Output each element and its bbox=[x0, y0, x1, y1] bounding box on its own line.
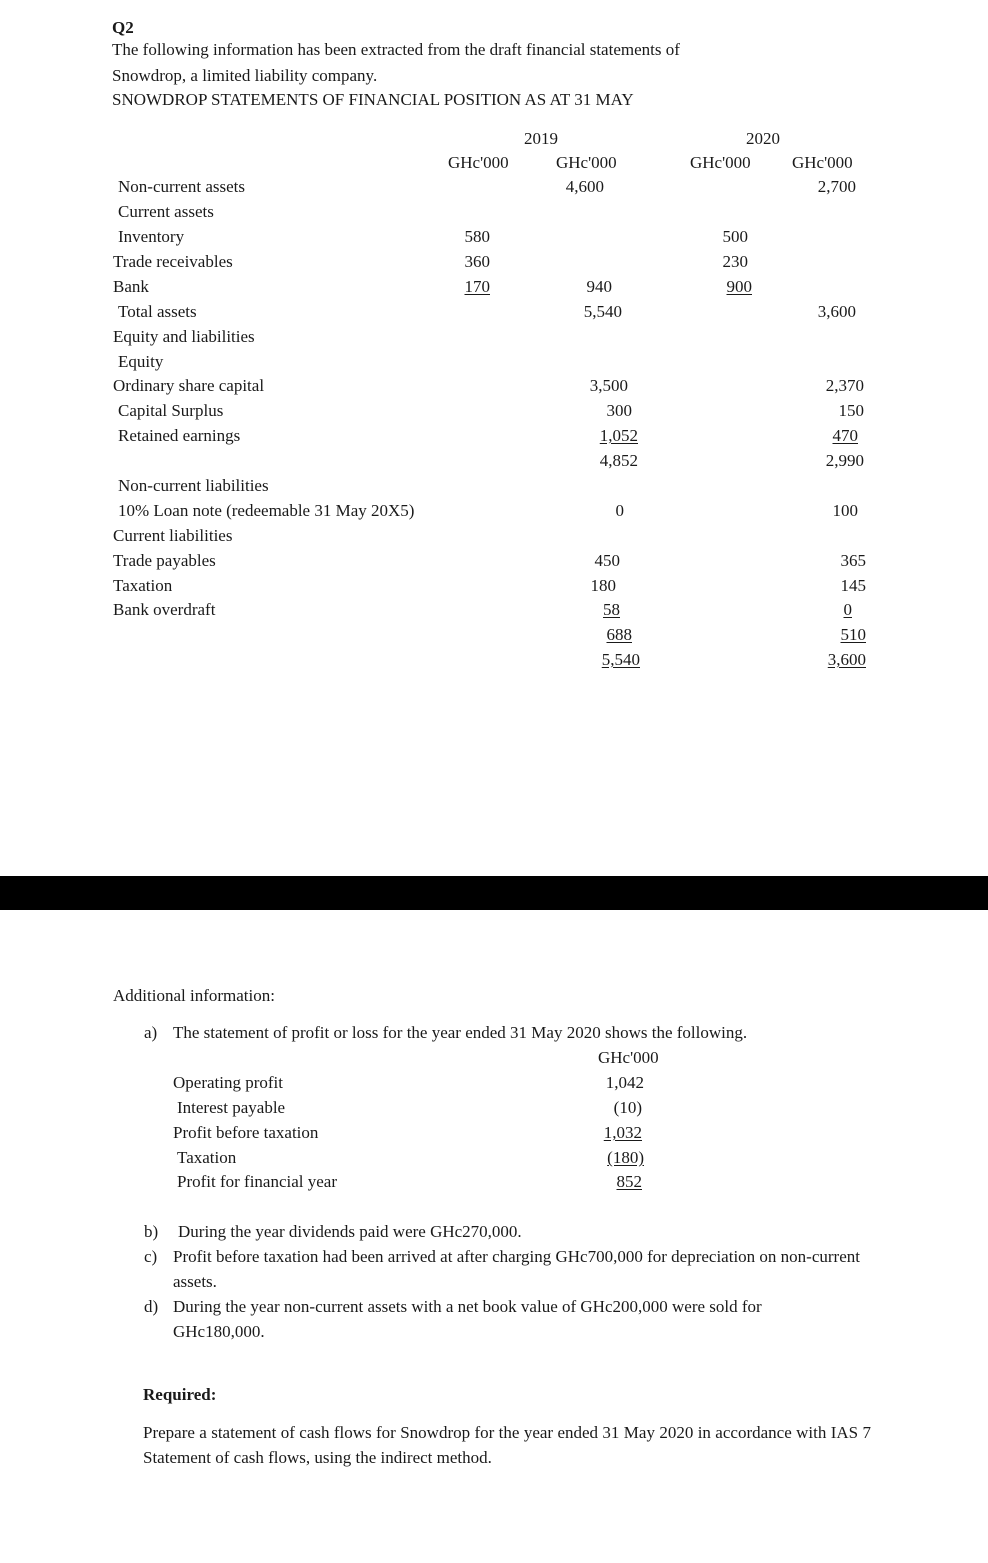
value-2020: 500 bbox=[722, 227, 748, 246]
value-2020: 230 bbox=[722, 252, 748, 271]
item-c-text: Profit before taxation had been arrived at after charging GHc700,000 for depreciation on non-current assets. bbox=[173, 1247, 860, 1291]
row-label: Capital Surplus bbox=[118, 401, 224, 420]
row-label: Ordinary share capital bbox=[113, 376, 265, 395]
statement-heading: SNOWDROP STATEMENTS OF FINANCIAL POSITION AS AT 31 MAY bbox=[112, 90, 634, 109]
row-label: Current liabilities bbox=[113, 526, 233, 545]
intro-line-1: The following information has been extracted from the draft financial statements of bbox=[112, 40, 680, 59]
pl-label: Profit for financial year bbox=[177, 1172, 338, 1191]
value-2019: 4,600 bbox=[565, 177, 604, 196]
year-2019: 2019 bbox=[524, 129, 558, 148]
value-2020: 2,370 bbox=[825, 376, 864, 395]
required-heading: Required: bbox=[143, 1385, 217, 1404]
value-2019: 940 bbox=[586, 277, 612, 296]
item-marker: b) bbox=[144, 1222, 159, 1241]
value-2019: 688 bbox=[606, 625, 632, 644]
value-2019: 58 bbox=[603, 600, 620, 619]
row-label: Taxation bbox=[113, 576, 173, 595]
pl-value: 1,042 bbox=[605, 1073, 644, 1092]
row-label: Equity and liabilities bbox=[113, 327, 255, 346]
pl-value: 1,032 bbox=[603, 1123, 642, 1142]
row-label: Total assets bbox=[118, 302, 197, 321]
row-label: Inventory bbox=[118, 227, 185, 246]
item-a-text: The statement of profit or loss for the year ended 31 May 2020 shows the following. bbox=[173, 1023, 748, 1042]
pl-col-header: GHc'000 bbox=[598, 1048, 659, 1067]
value-2020: 100 bbox=[832, 501, 858, 520]
required-text: Prepare a statement of cash flows for Snowdrop for the year ended 31 May 2020 in accordance with IAS 7 Statement of cash flows, using the indirect method. bbox=[143, 1423, 871, 1467]
row-label: Bank overdraft bbox=[113, 600, 216, 619]
intro-line-2: Snowdrop, a limited liability company. bbox=[112, 66, 378, 85]
col-header: GHc'000 bbox=[690, 153, 751, 172]
row-label: Bank bbox=[113, 277, 149, 296]
value-2019: 300 bbox=[606, 401, 632, 420]
value-2020: 2,700 bbox=[817, 177, 856, 196]
item-marker: a) bbox=[144, 1023, 158, 1042]
pl-value: (10) bbox=[613, 1098, 642, 1117]
value-2019: 5,540 bbox=[583, 302, 622, 321]
row-label: Equity bbox=[118, 352, 164, 371]
year-2020: 2020 bbox=[746, 129, 780, 148]
value-2019: 0 bbox=[615, 501, 624, 520]
row-label: 10% Loan note (redeemable 31 May 20X5) bbox=[118, 501, 415, 520]
value-2020: 3,600 bbox=[827, 650, 866, 669]
row-label: Current assets bbox=[118, 202, 214, 221]
value-2019: 180 bbox=[590, 576, 616, 595]
col-header: GHc'000 bbox=[792, 153, 853, 172]
value-2019: 170 bbox=[464, 277, 490, 296]
value-2019: 1,052 bbox=[599, 426, 638, 445]
item-marker: c) bbox=[144, 1247, 158, 1266]
value-2019: 3,500 bbox=[589, 376, 628, 395]
value-2020: 510 bbox=[840, 625, 866, 644]
row-label: Retained earnings bbox=[118, 426, 241, 445]
value-2020: 145 bbox=[840, 576, 866, 595]
question-number: Q2 bbox=[112, 18, 134, 37]
value-2020: 3,600 bbox=[817, 302, 856, 321]
page-divider bbox=[0, 876, 988, 910]
value-2020: 365 bbox=[840, 551, 866, 570]
pl-value: (180) bbox=[607, 1148, 644, 1167]
col-header: GHc'000 bbox=[556, 153, 617, 172]
row-label: Trade receivables bbox=[113, 252, 233, 271]
value-2019: 360 bbox=[464, 252, 490, 271]
value-2020: 470 bbox=[832, 426, 858, 445]
row-label: Trade payables bbox=[113, 551, 216, 570]
value-2019: 4,852 bbox=[599, 451, 638, 470]
row-label: Non-current assets bbox=[118, 177, 245, 196]
pl-label: Profit before taxation bbox=[173, 1123, 319, 1142]
value-2019: 450 bbox=[594, 551, 620, 570]
value-2020: 900 bbox=[726, 277, 752, 296]
item-b-text: During the year dividends paid were GHc270,000. bbox=[178, 1222, 522, 1241]
pl-label: Taxation bbox=[177, 1148, 237, 1167]
row-label: Non-current liabilities bbox=[118, 476, 269, 495]
col-header: GHc'000 bbox=[448, 153, 509, 172]
pl-value: 852 bbox=[616, 1172, 642, 1191]
item-d-text: During the year non-current assets with a net book value of GHc200,000 were sold for GHc180,000. bbox=[173, 1297, 762, 1341]
item-marker: d) bbox=[144, 1297, 159, 1316]
value-2020: 0 bbox=[843, 600, 852, 619]
pl-label: Operating profit bbox=[173, 1073, 283, 1092]
value-2020: 2,990 bbox=[825, 451, 864, 470]
pl-label: Interest payable bbox=[177, 1098, 286, 1117]
value-2020: 150 bbox=[838, 401, 864, 420]
additional-heading: Additional information: bbox=[113, 986, 275, 1005]
value-2019: 5,540 bbox=[601, 650, 640, 669]
value-2019: 580 bbox=[464, 227, 490, 246]
